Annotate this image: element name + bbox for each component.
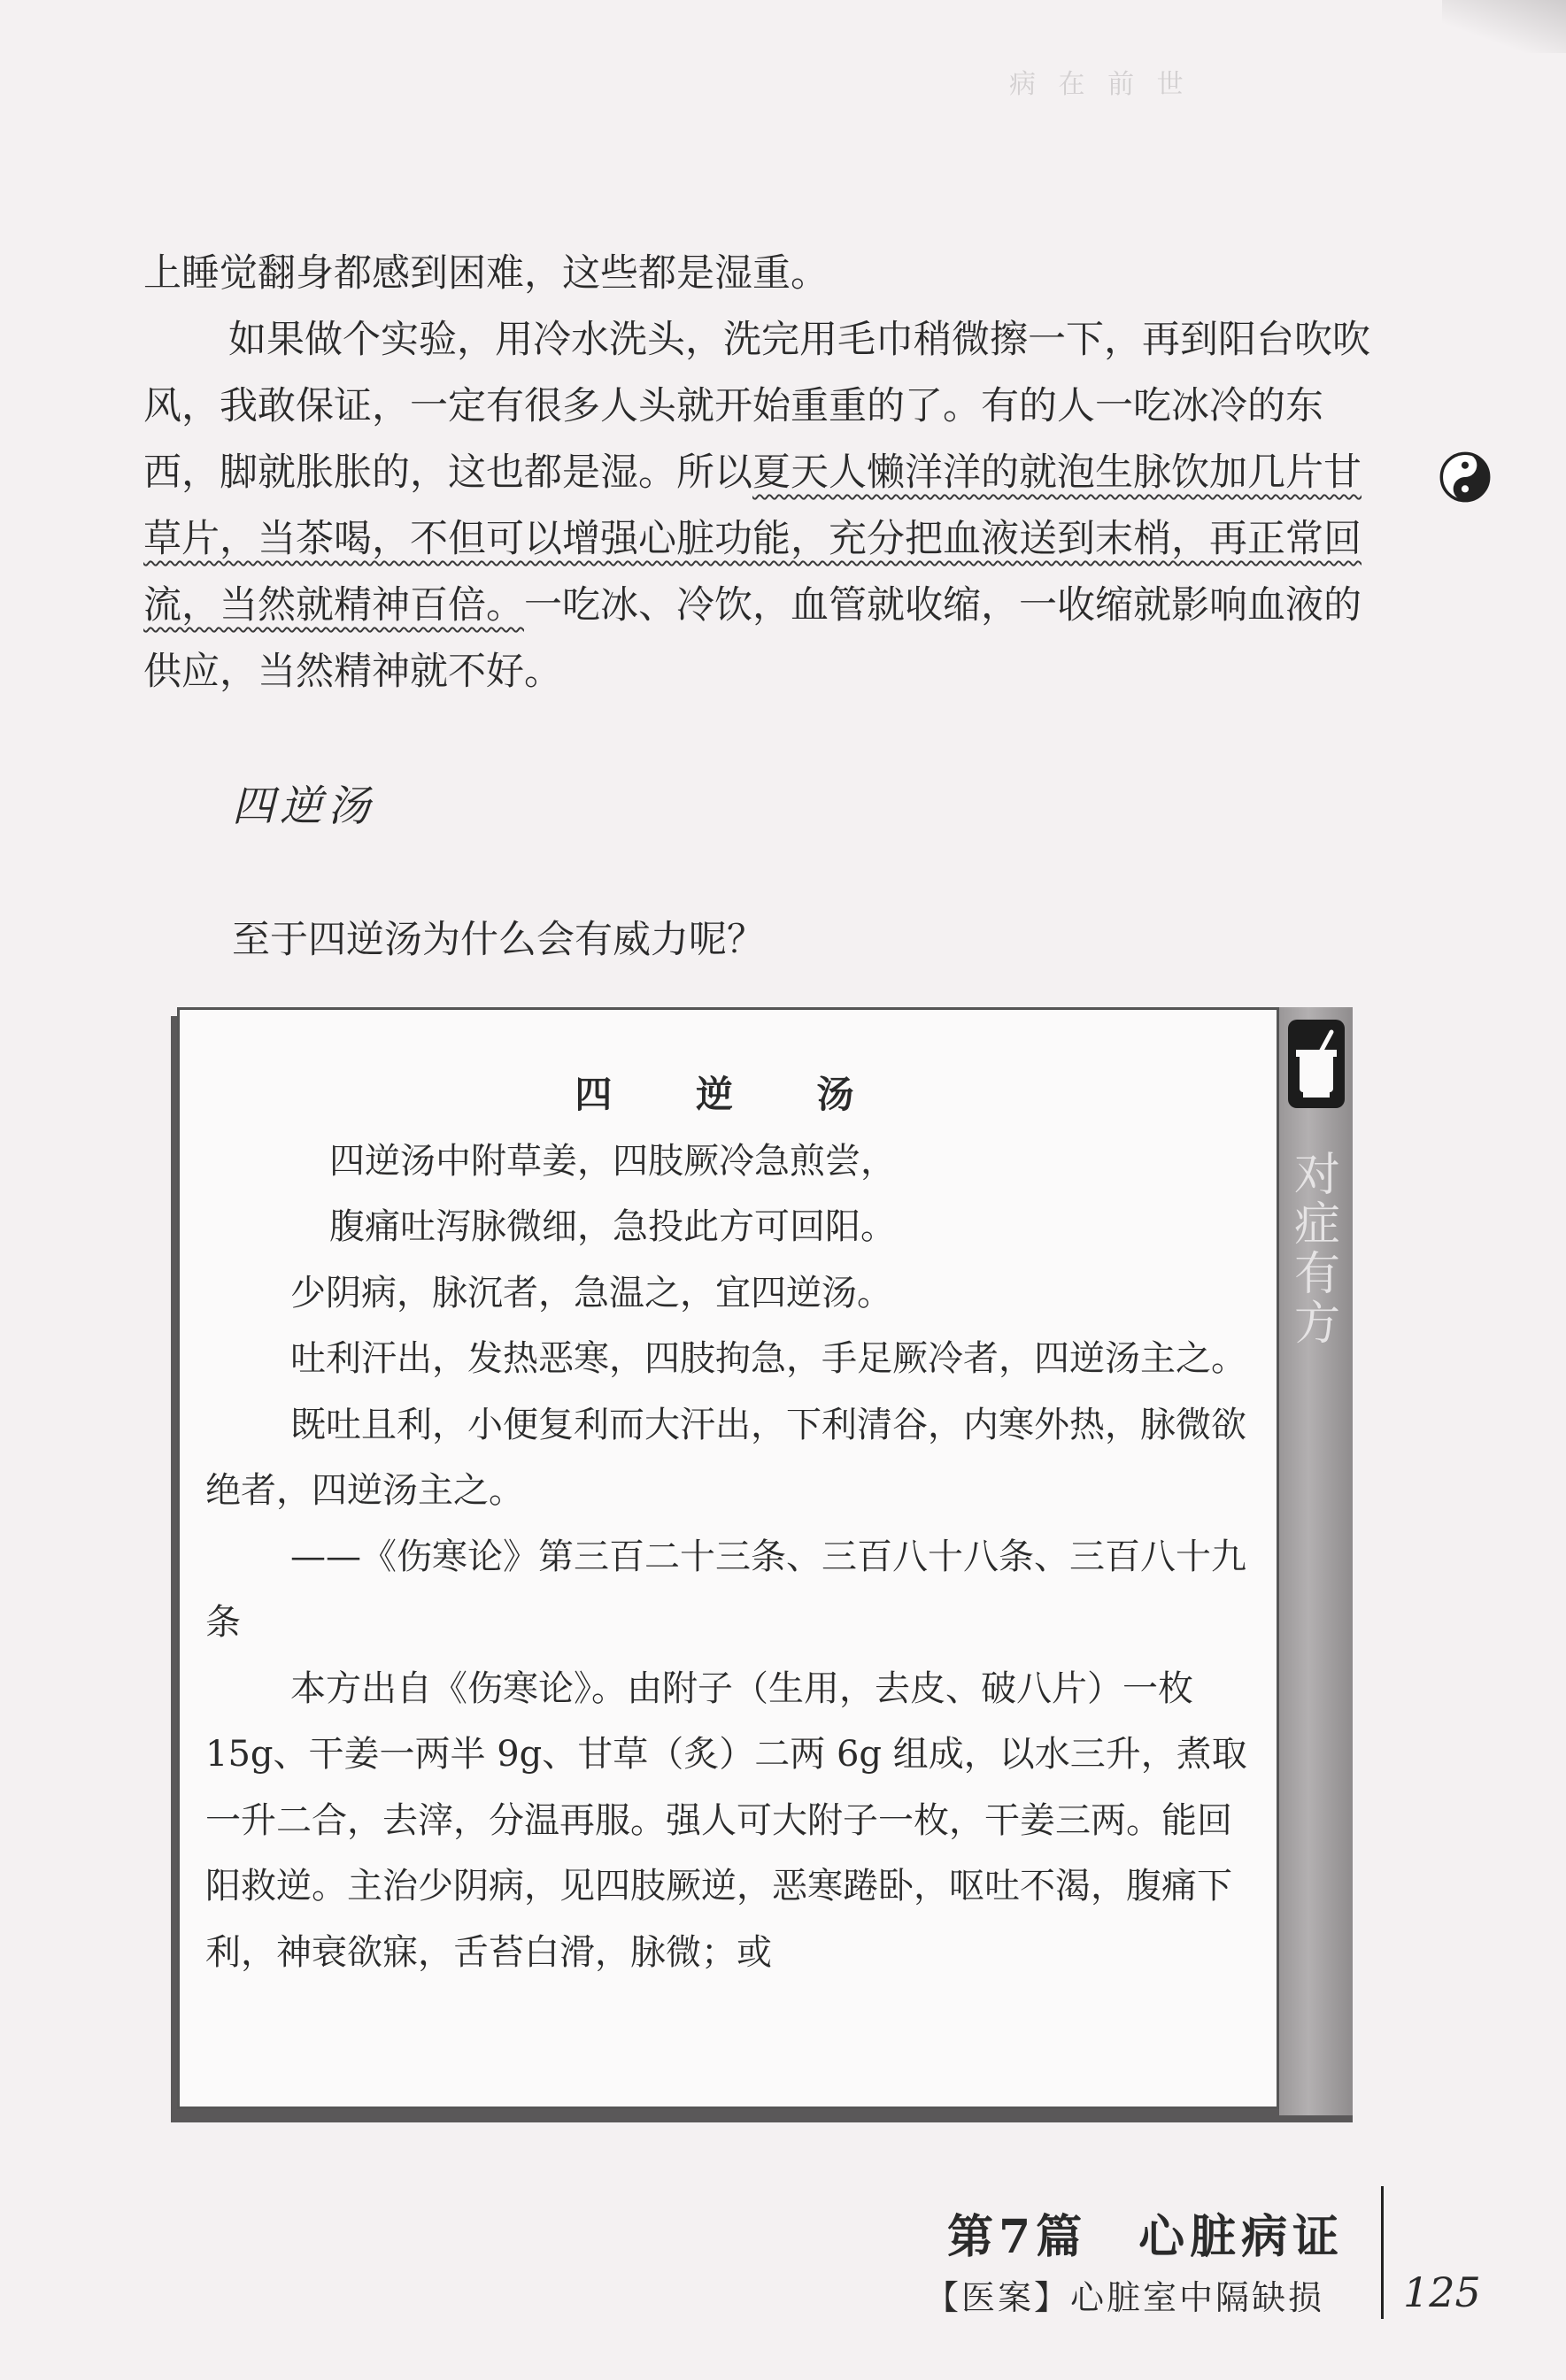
taiji-icon [1439,451,1491,503]
body-line-1: 上睡觉翻身都感到困难，这些都是湿重。 [143,251,829,296]
section-question: 至于四逆汤为什么会有威力呢？ [232,918,765,962]
verse-line-1: 四逆汤中附草姜，四肢厥冷急煎尝， [329,1140,896,1182]
side-tab-label [1291,1151,1344,1349]
box-content [205,1062,1259,1985]
page-number: 125 [1403,2268,1481,2316]
mortar-pestle-icon [1292,1027,1340,1103]
body-paragraph-2 [143,307,1383,705]
box-paragraph-1: 少阴病，脉沉者，急温之，宜四逆汤。 [290,1272,892,1313]
side-tab-char: 症 [1293,1198,1340,1252]
box-paragraph-2: 吐利汗出，发热恶寒，四肢拘急，手足厥冷者，四逆汤主之。 [290,1338,1246,1379]
side-tab-char: 方 [1293,1298,1340,1351]
body-text [143,241,1383,705]
page-corner-shadow [1442,0,1566,53]
box-paragraph-4: 本方出自《伤寒论》。由附子（生用，去皮、破八片）一枚 15g、干姜一两半 9g、甘草（炙）二两 6g 组成，以水三升，煮取一升二合，去滓，分温再服。强人可大附子一枚，干姜三两。能回阳救逆。主治少阴病，见四肢厥逆，恶寒踡卧，呕吐不渴，腹痛下利，神衰欲寐，舌苔白滑，脉微；或 [205,1668,1247,1973]
box-title: 四 逆 汤 [575,1073,890,1116]
running-head: 病 在 前 世 [1009,69,1191,100]
chapter-title: 第7篇 心脏病证 [947,2210,1345,2264]
box-paragraph-3: 既吐且利，小便复利而大汗出，下利清谷，内寒外热，脉微欲绝者，四逆汤主之。 [205,1404,1246,1511]
source-citation: ——《伤寒论》第三百二十三条、三百八十八条、三百八十九条 [205,1536,1246,1643]
body-text-part2: 一吃冰、冷饮，血管就收缩，一收缩就影响血液的供应，当然精神就不好。 [143,583,1362,694]
side-tab-char: 对 [1293,1149,1340,1202]
chapter-subtitle: 【医案】心脏室中隔缺损 [925,2278,1325,2317]
verse-line-2: 腹痛吐泻脉微细，急投此方可回阳。 [329,1206,896,1247]
side-tab-char: 有 [1293,1248,1340,1301]
emphasized-text: 夏天人懒洋洋的就泡生脉饮加几片甘草片，当茶喝，不但可以增强心脏功能，充分把血液送到末梢，再正常回流，当然就精神百倍。 [143,451,1362,628]
footer-rule [1381,2186,1384,2319]
section-heading: 四逆汤 [232,782,376,831]
body-text-part1: 如果做个实验，用冷水洗头，洗完用毛巾稍微擦一下，再到阳台吹吹风，我敢保证，一定有很多人头就开始重重的了。有的人一吃冰冷的东西，脚就胀胀的，这也都是湿。所以 [143,318,1370,495]
